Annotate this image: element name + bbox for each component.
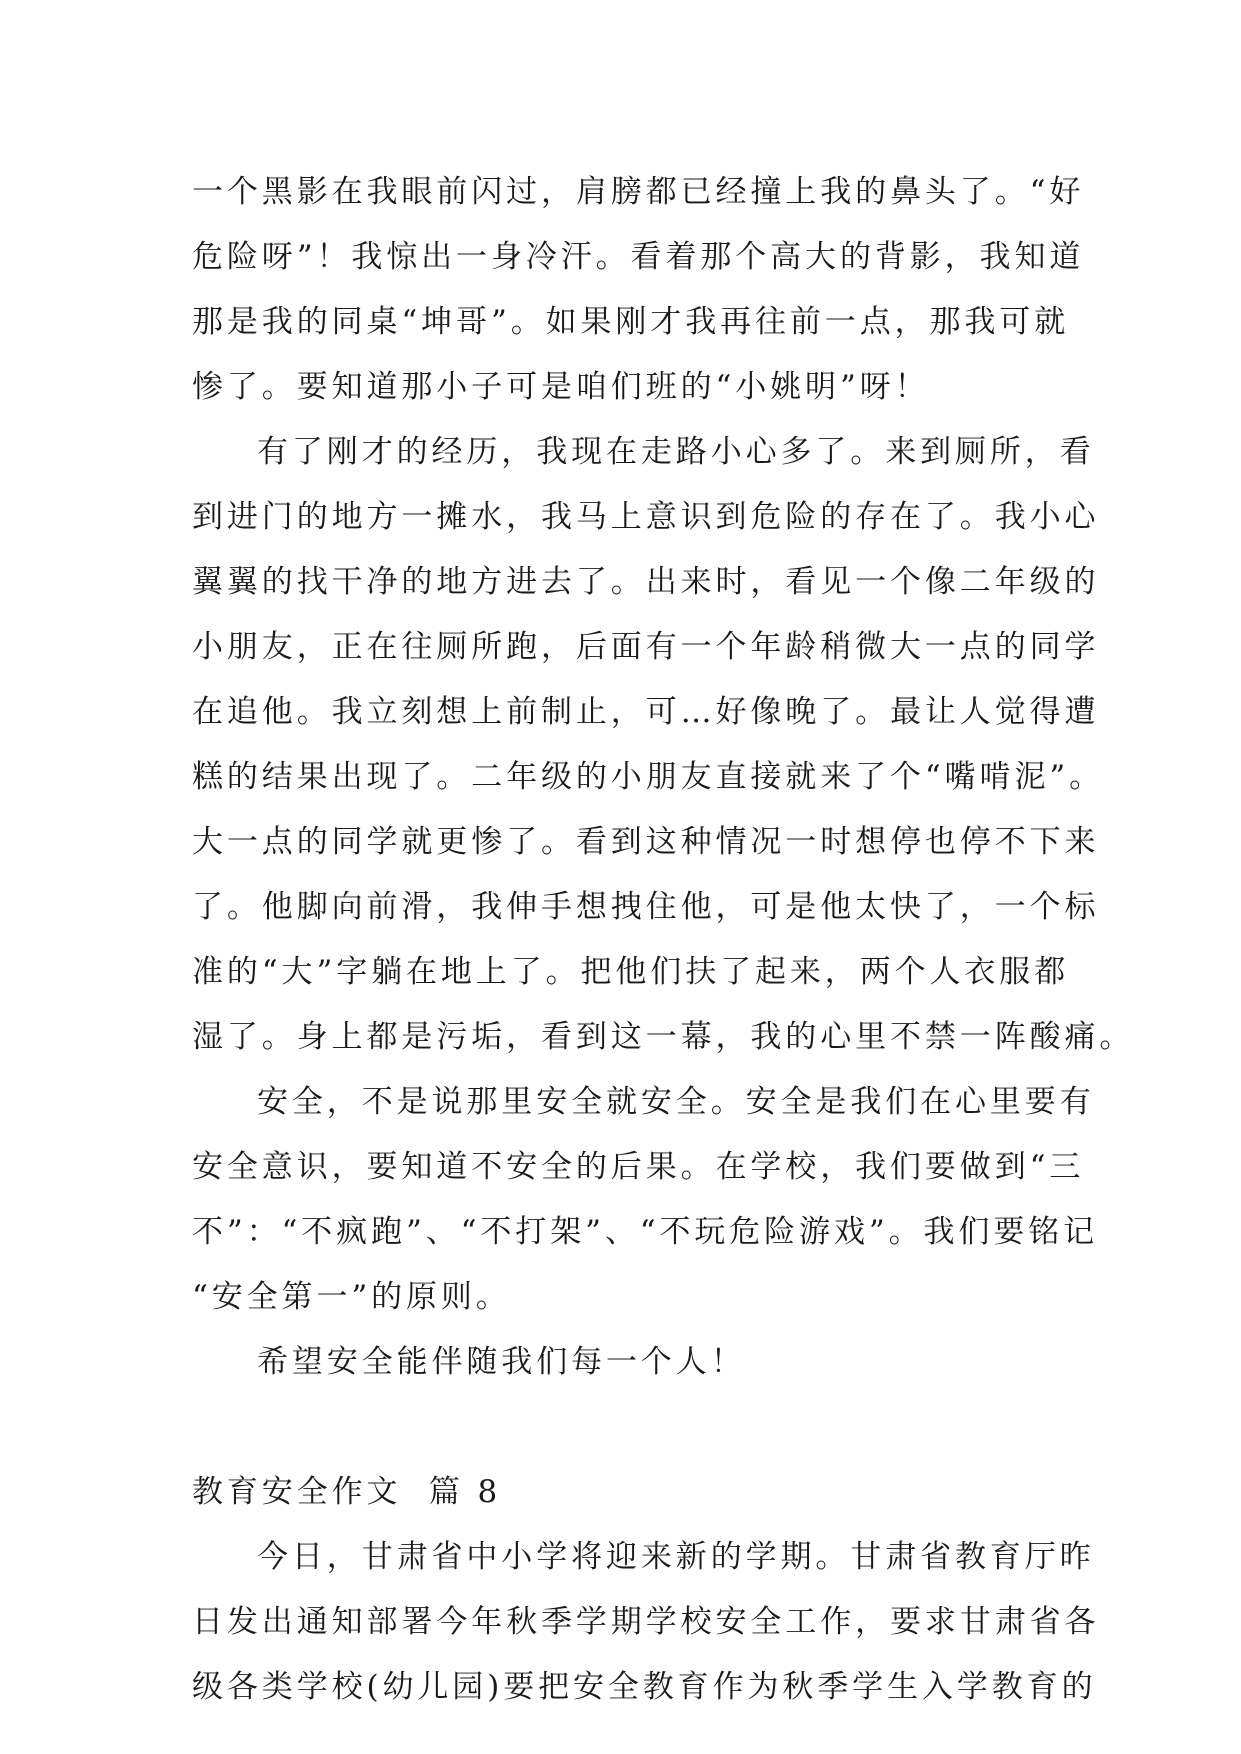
text-line: 到进门的地方一摊水，我马上意识到危险的存在了。我小心 bbox=[192, 499, 1100, 535]
document-body bbox=[192, 160, 1135, 1720]
text-line: 一个黑影在我眼前闪过，肩膀都已经撞上我的鼻头了。“好 bbox=[192, 174, 1085, 210]
text-line: 日发出通知部署今年秋季学期学校安全工作，要求甘肃省各 bbox=[192, 1604, 1100, 1640]
text-line: 在追他。我立刻想上前制止，可…好像晚了。最让人觉得遭 bbox=[192, 694, 1100, 730]
text-line: 惨了。要知道那小子可是咱们班的“小姚明”呀！ bbox=[192, 369, 930, 405]
paragraph-3 bbox=[192, 1070, 1099, 1330]
text-line: 那是我的同桌“坤哥”。如果刚才我再往前一点，那我可就 bbox=[192, 304, 1070, 340]
text-line: 今日，甘肃省中小学将迎来新的学期。甘肃省教育厅昨 bbox=[257, 1539, 1095, 1575]
text-line: 了。他脚向前滑，我伸手想拽住他，可是他太快了，一个标 bbox=[192, 889, 1100, 925]
text-line: 级各类学校(幼儿园)要把安全教育作为秋季学生入学教育的 bbox=[192, 1669, 1097, 1705]
section-spacer bbox=[192, 1395, 1052, 1460]
text-line: 湿了。身上都是污垢，看到这一幕，我的心里不禁一阵酸痛。 bbox=[192, 1019, 1135, 1055]
text-line: “安全第一”的原则。 bbox=[192, 1279, 511, 1315]
text-line: 翼翼的找干净的地方进去了。出来时，看见一个像二年级的 bbox=[192, 564, 1100, 600]
text-line: 大一点的同学就更惨了。看到这种情况一时想停也停不下来 bbox=[192, 824, 1100, 860]
text-line: 糕的结果出现了。二年级的小朋友直接就来了个“嘴啃泥”。 bbox=[192, 759, 1104, 795]
paragraph-2 bbox=[192, 420, 1135, 1070]
text-line: 安全，不是说那里安全就安全。安全是我们在心里要有 bbox=[257, 1084, 1095, 1120]
text-line: 希望安全能伴随我们每一个人！ bbox=[257, 1344, 746, 1380]
section-paragraph-1 bbox=[192, 1525, 1100, 1720]
section-heading: 教育安全作文 篇 8 bbox=[192, 1474, 502, 1510]
text-line: 安全意识，要知道不安全的后果。在学校，我们要做到“三 bbox=[192, 1149, 1085, 1185]
text-line: 不”：“不疯跑”、“不打架”、“不玩危险游戏”。我们要铭记 bbox=[192, 1214, 1099, 1250]
paragraph-1 bbox=[192, 160, 1085, 420]
text-line: 危险呀”！我惊出一身冷汗。看着那个高大的背影，我知道 bbox=[192, 239, 1085, 275]
text-line: 有了刚才的经历，我现在走路小心多了。来到厕所，看 bbox=[257, 434, 1095, 470]
text-line: 小朋友，正在往厕所跑，后面有一个年龄稍微大一点的同学 bbox=[192, 629, 1100, 665]
text-line: 准的“大”字躺在地上了。把他们扶了起来，两个人衣服都 bbox=[192, 954, 1070, 990]
paragraph-4 bbox=[192, 1330, 1052, 1395]
